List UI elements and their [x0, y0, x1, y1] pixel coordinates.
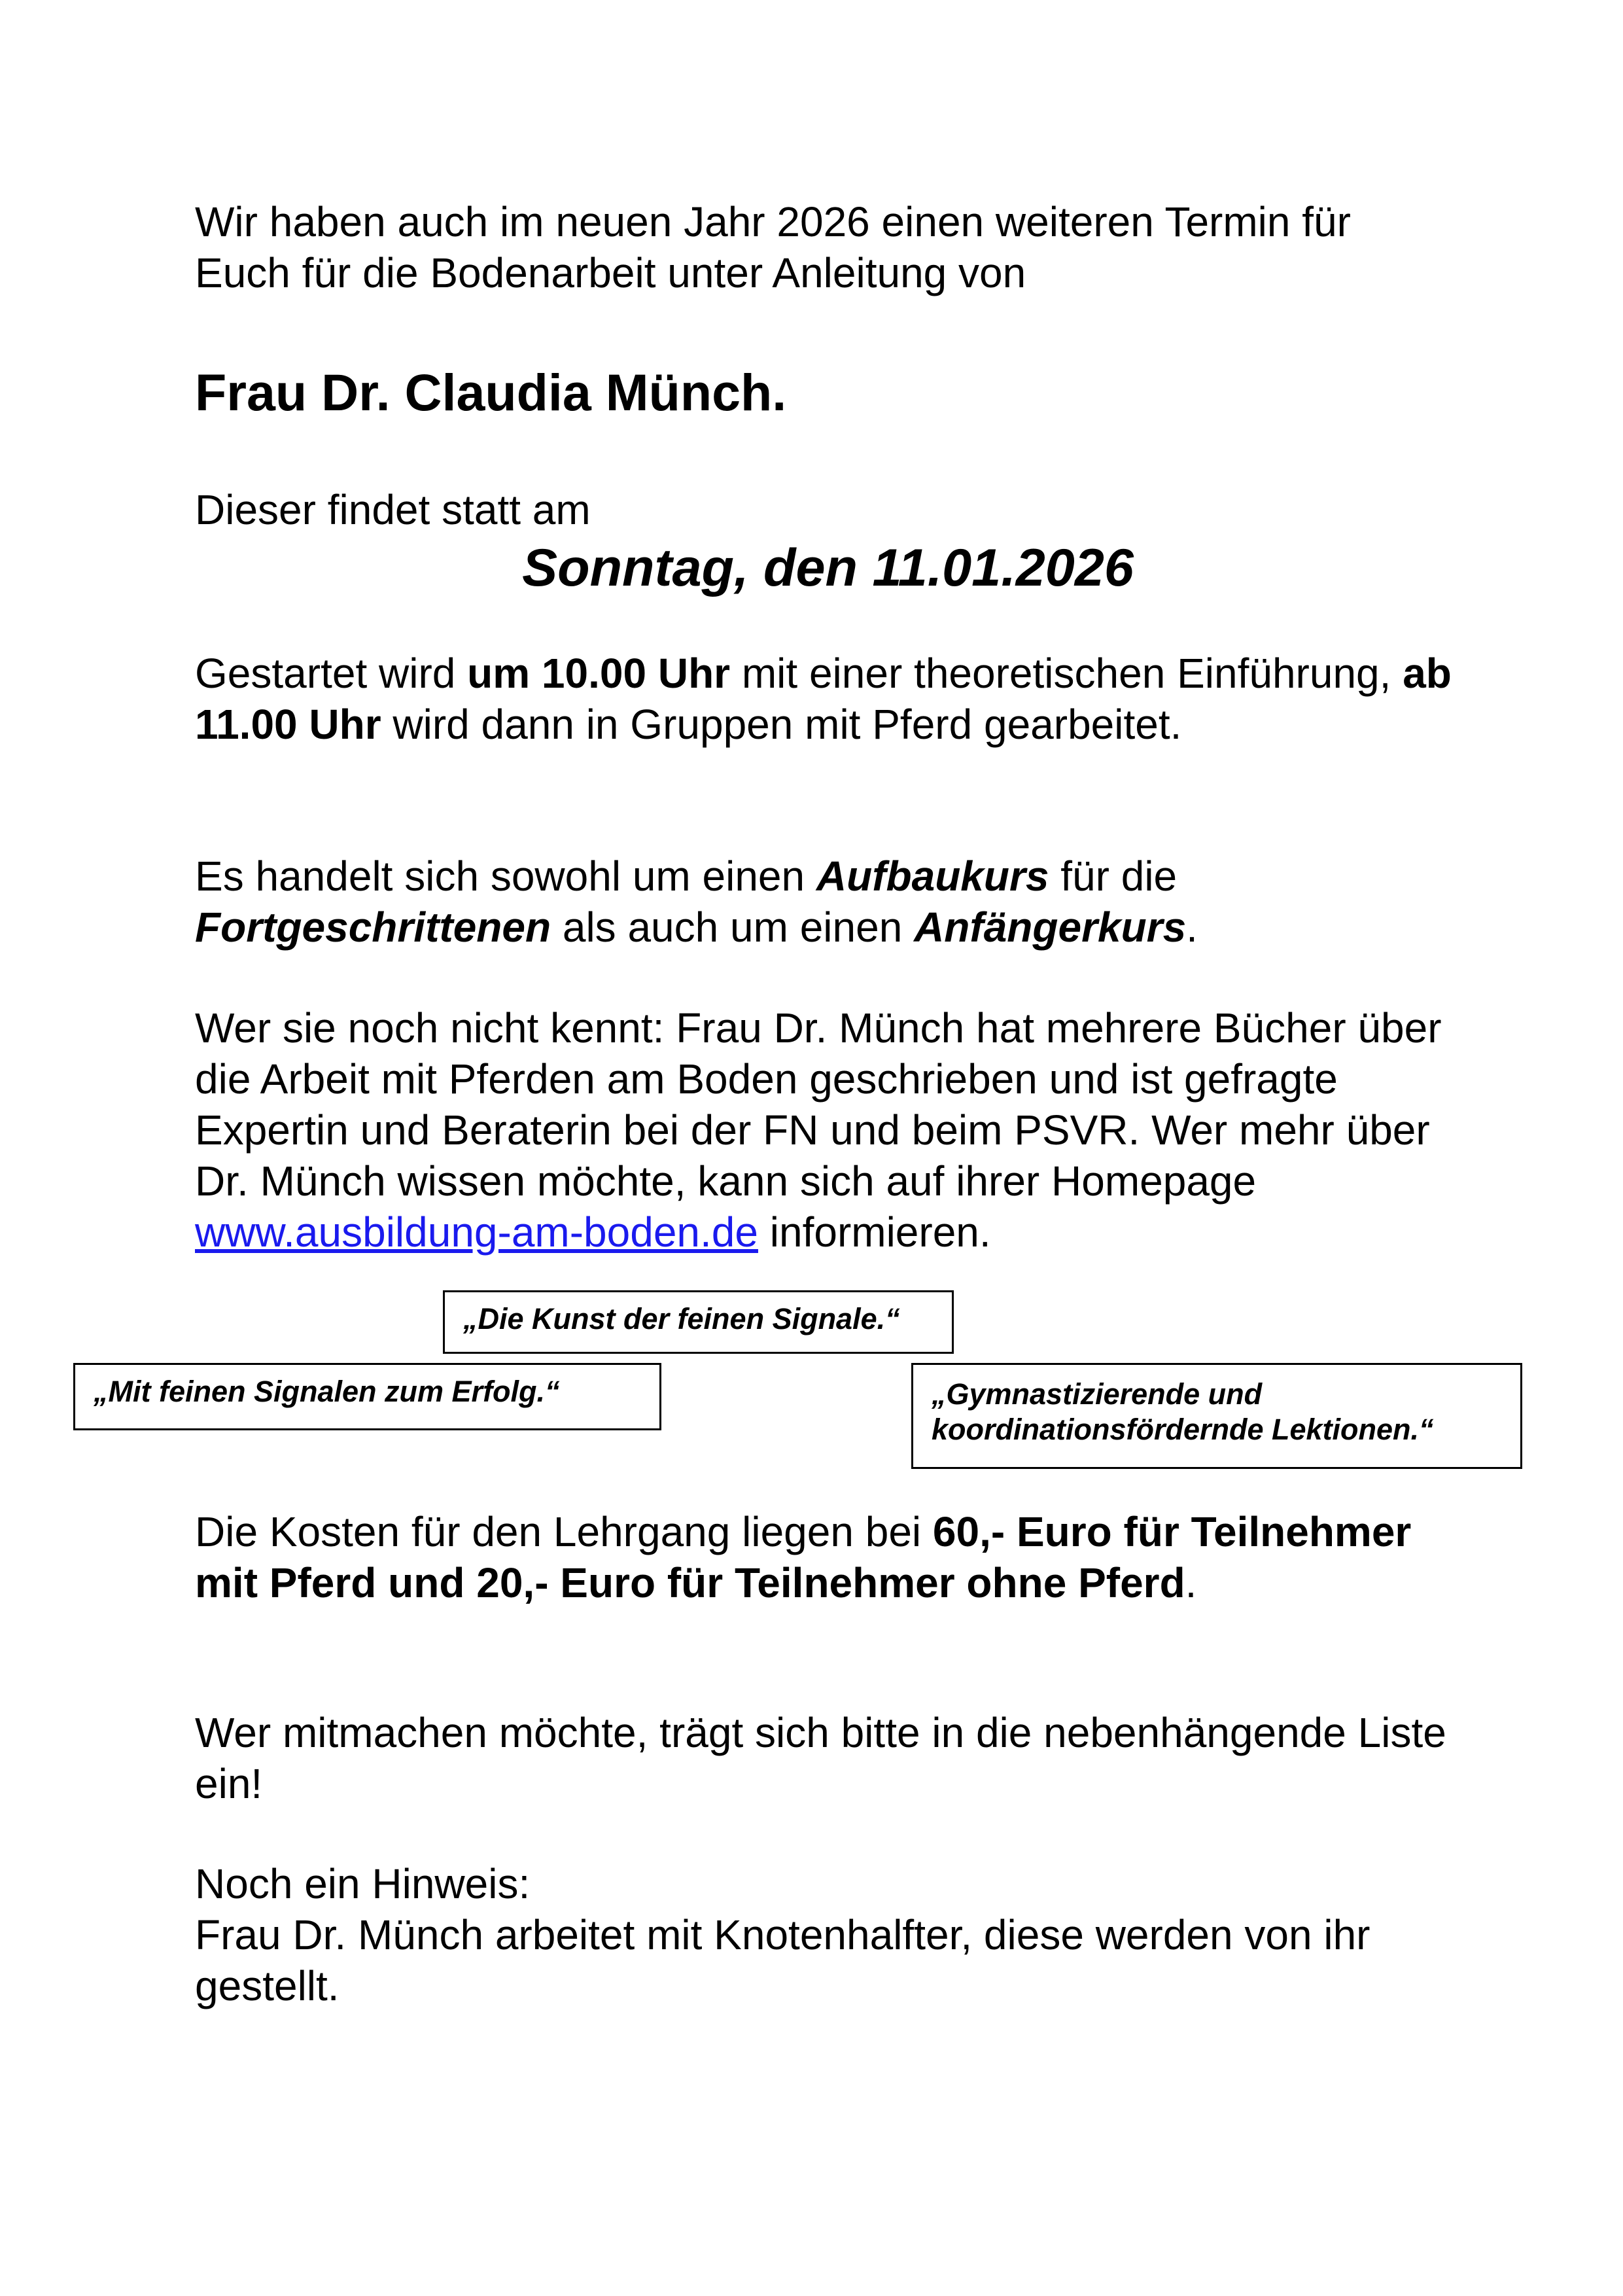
quote-text: „Die Kunst der feinen Signale.“: [463, 1302, 900, 1335]
courses-text-4: .: [1186, 904, 1198, 951]
intro-paragraph: [195, 196, 1464, 298]
group-time: ab 11.00 Uhr: [195, 650, 1452, 748]
course-advanced-audience: Fortgeschrittenen: [195, 904, 551, 951]
schedule-paragraph: [195, 648, 1464, 750]
start-time: um 10.00 Uhr: [467, 650, 731, 697]
quote-text-line-1: „Gymnastizierende und: [932, 1377, 1263, 1411]
event-date-line: [0, 538, 1623, 598]
quote-text-line-2: koordinationsfördernde Lektionen.“: [932, 1413, 1434, 1446]
instructor-heading: Frau Dr. Claudia Münch.: [195, 363, 787, 421]
course-advanced-name: Aufbaukurs: [816, 853, 1049, 900]
costs-text-2: .: [1185, 1559, 1197, 1606]
course-beginner-name: Anfängerkurs: [914, 904, 1187, 951]
schedule-text-3: wird dann in Gruppen mit Pferd gearbeitet.: [381, 701, 1182, 748]
courses-text-1: Es handelt sich sowohl um einen: [195, 853, 816, 900]
note-text: Frau Dr. Münch arbeitet mit Knotenhalfter, diese werden von ihr gestellt.: [195, 1911, 1370, 2009]
signup-paragraph: Wer mitmachen möchte, trägt sich bitte in die nebenhängende Liste ein!: [195, 1709, 1446, 1807]
intro-line-2: Euch für die Bodenarbeit unter Anleitung von: [195, 249, 1026, 296]
intro-line-1: Wir haben auch im neuen Jahr 2026 einen weiteren Termin für: [195, 198, 1351, 245]
note-title: Noch ein Hinweis:: [195, 1860, 531, 1907]
costs-paragraph: [195, 1506, 1464, 1608]
quote-box-signals-art: [443, 1290, 954, 1354]
quote-box-lessons: [911, 1363, 1522, 1469]
homepage-link[interactable]: www.ausbildung-am-boden.de: [195, 1209, 758, 1256]
costs-amounts: 60,- Euro für Teilnehmer mit Pferd und 20,- Euro für Teilnehmer ohne Pferd: [195, 1508, 1412, 1606]
schedule-text-2: mit einer theoretischen Einführung,: [730, 650, 1403, 697]
note-paragraph: [195, 1858, 1464, 2011]
date-intro: Dieser findet statt am: [195, 486, 591, 533]
about-text: Wer sie noch nicht kennt: Frau Dr. Münch hat mehrere Bücher über die Arbeit mit Pferden am Boden geschrieben und ist gefragte Expertin und Beraterin bei der FN und beim PSVR. Wer mehr über Dr. Münch wissen möchte, kann sich auf ihrer Homepage: [195, 1004, 1442, 1205]
event-date: Sonntag, den 11.01.2026: [522, 539, 1134, 597]
schedule-text-1: Gestartet wird: [195, 650, 468, 697]
courses-text-2: für die: [1049, 853, 1178, 900]
courses-text-3: als auch um einen: [551, 904, 915, 951]
quote-box-success: [73, 1363, 661, 1430]
about-text-end: informieren.: [758, 1209, 991, 1256]
quote-text: „Mit feinen Signalen zum Erfolg.“: [94, 1375, 560, 1408]
courses-paragraph: [195, 851, 1464, 953]
about-paragraph: [195, 1002, 1464, 1258]
costs-text-1: Die Kosten für den Lehrgang liegen bei: [195, 1508, 933, 1555]
